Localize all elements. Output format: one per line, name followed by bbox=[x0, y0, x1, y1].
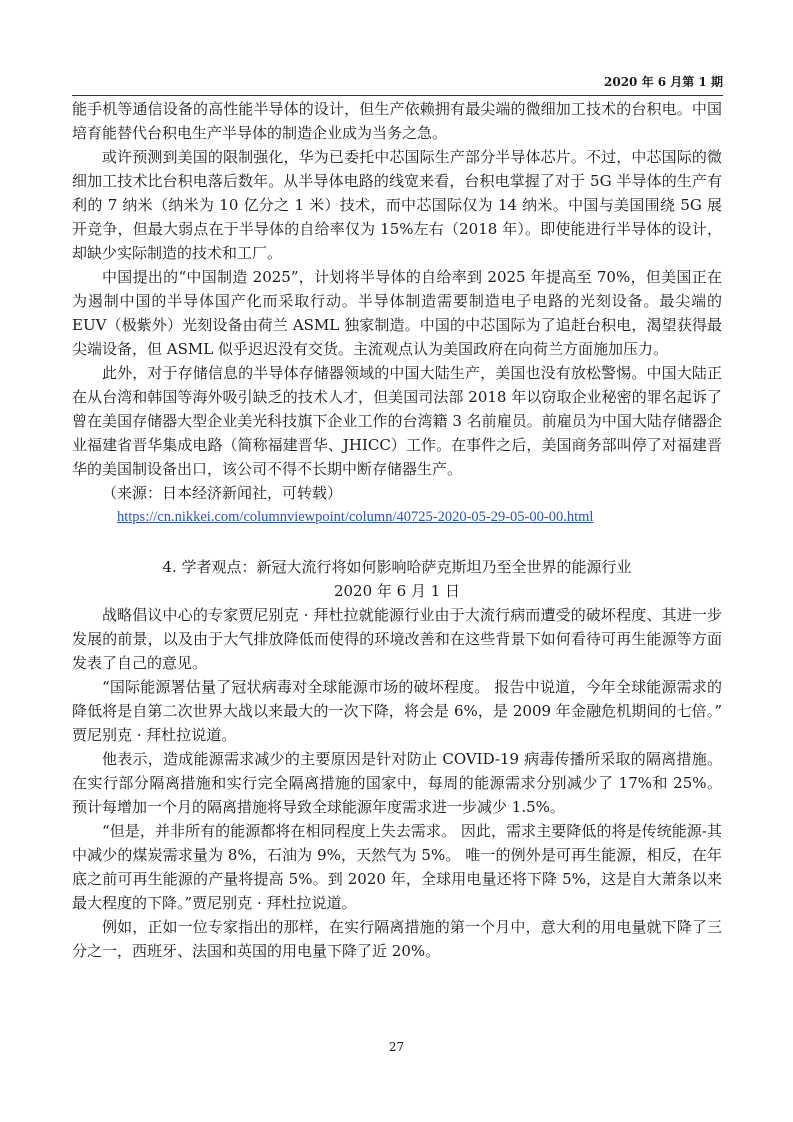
page-number: 27 bbox=[388, 1040, 405, 1054]
section-spacer bbox=[72, 529, 722, 555]
article-title: 4. 学者观点：新冠大流行将如何影响哈萨克斯坦乃至全世界的能源行业 bbox=[162, 558, 632, 576]
paragraph: 此外，对于存储信息的半导体存储器领域的中国大陆生产，美国也没有放松警惕。中国大陆正在从台湾和韩国等海外吸引缺乏的技术人才，但美国司法部 2018 年以窃取企业秘密的罪名起诉了曾在美国存储器大型企业美光科技旗下企业工作的台湾籍 3 名前雇员。前雇员为中国大陆存储器企业福建省晋华集成电路（简称福建晋华、JHICC）工作。在事件之后，美国商务部叫停了对福建晋华的美国制设备出口，该公司不得不长期中断存储器生产。 bbox=[72, 364, 722, 478]
paragraph: “国际能源署估量了冠状病毒对全球能源市场的破坏程度。 报告中说道，今年全球能源需求的降低将是自第二次世界大战以来最大的一次下降，将会是 6%，是 2009 年金融危机期间的七倍。” 贾尼别克 · 拜杜拉说道。 bbox=[72, 678, 722, 744]
paragraph: 战略倡议中心的专家贾尼别克 · 拜杜拉就能源行业由于大流行病而遭受的破坏程度、其进一步发展的前景，以及由于大气排放降低而使得的环境改善和在这些背景下如何看待可再生能源等方面发表了自己的意见。 bbox=[72, 606, 722, 672]
source-label: （来源：日本经济新闻社，可转载） bbox=[102, 484, 343, 502]
issue-header: 2020 年 6 月第 1 期 bbox=[604, 75, 723, 89]
paragraph-continued: 能手机等通信设备的高性能半导体的设计，但生产依赖拥有最尖端的微细加工技术的台积电。中国培育能替代台积电生产半导体的制造企业成为当务之急。 bbox=[72, 100, 722, 142]
paragraph: 或许预测到美国的限制强化，华为已委托中芯国际生产部分半导体芯片。不过，中芯国际的微细加工技术比台积电落后数年。从半导体电路的线宽来看，台积电掌握了对于 5G 半导体的生产有利的 7 纳米（纳米为 10 亿分之 1 米）技术，而中芯国际仅为 14 纳米。中国与美国围绕 5G 展开竞争，但最大弱点在于半导体的自给率仅为 15%左右（2018 年）。即使能进行半导体的设计，却缺少实际制造的技术和工厂。 bbox=[72, 148, 722, 262]
page-body bbox=[72, 97, 722, 963]
paragraph: 例如，正如一位专家指出的那样，在实行隔离措施的第一个月中，意大利的用电量就下降了三分之一，西班牙、法国和英国的用电量下降了近 20%。 bbox=[72, 918, 722, 960]
header-divider bbox=[72, 95, 723, 96]
paragraph: 他表示，造成能源需求减少的主要原因是针对防止 COVID-19 病毒传播所采取的隔离措施。 在实行部分隔离措施和实行完全隔离措施的国家中，每周的能源需求分别减少了 17%和 25%。 预计每增加一个月的隔离措施将导致全球能源年度需求进一步减少 1.5%。 bbox=[72, 750, 722, 816]
source-link[interactable]: https://cn.nikkei.com/columnviewpoint/column/40725-2020-05-29-05-00-00.html bbox=[117, 509, 594, 525]
article-date: 2020 年 6 月 1 日 bbox=[333, 582, 461, 600]
paragraph: “但是，并非所有的能源都将在相同程度上失去需求。 因此，需求主要降低的将是传统能源-其中减少的煤炭需求量为 8%，石油为 9%，天然气为 5%。 唯一的例外是可再生能源，相反，在年底之前可再生能源的产量将提高 5%。到 2020 年，全球用电量还将下降 5%，这是自大萧条以来最大程度的下降。”贾尼别克 · 拜杜拉说道。 bbox=[72, 822, 722, 912]
paragraph: 中国提出的“中国制造 2025”，计划将半导体的自给率到 2025 年提高至 70%，但美国正在为遏制中国的半导体国产化而采取行动。半导体制造需要制造电子电路的光刻设备。最尖端的 EUV（极紫外）光刻设备由荷兰 ASML 独家制造。中国的中芯国际为了追赶台积电，渴望获得最尖端设备，但 ASML 似乎迟迟没有交货。主流观点认为美国政府在向荷兰方面施加压力。 bbox=[72, 268, 722, 358]
